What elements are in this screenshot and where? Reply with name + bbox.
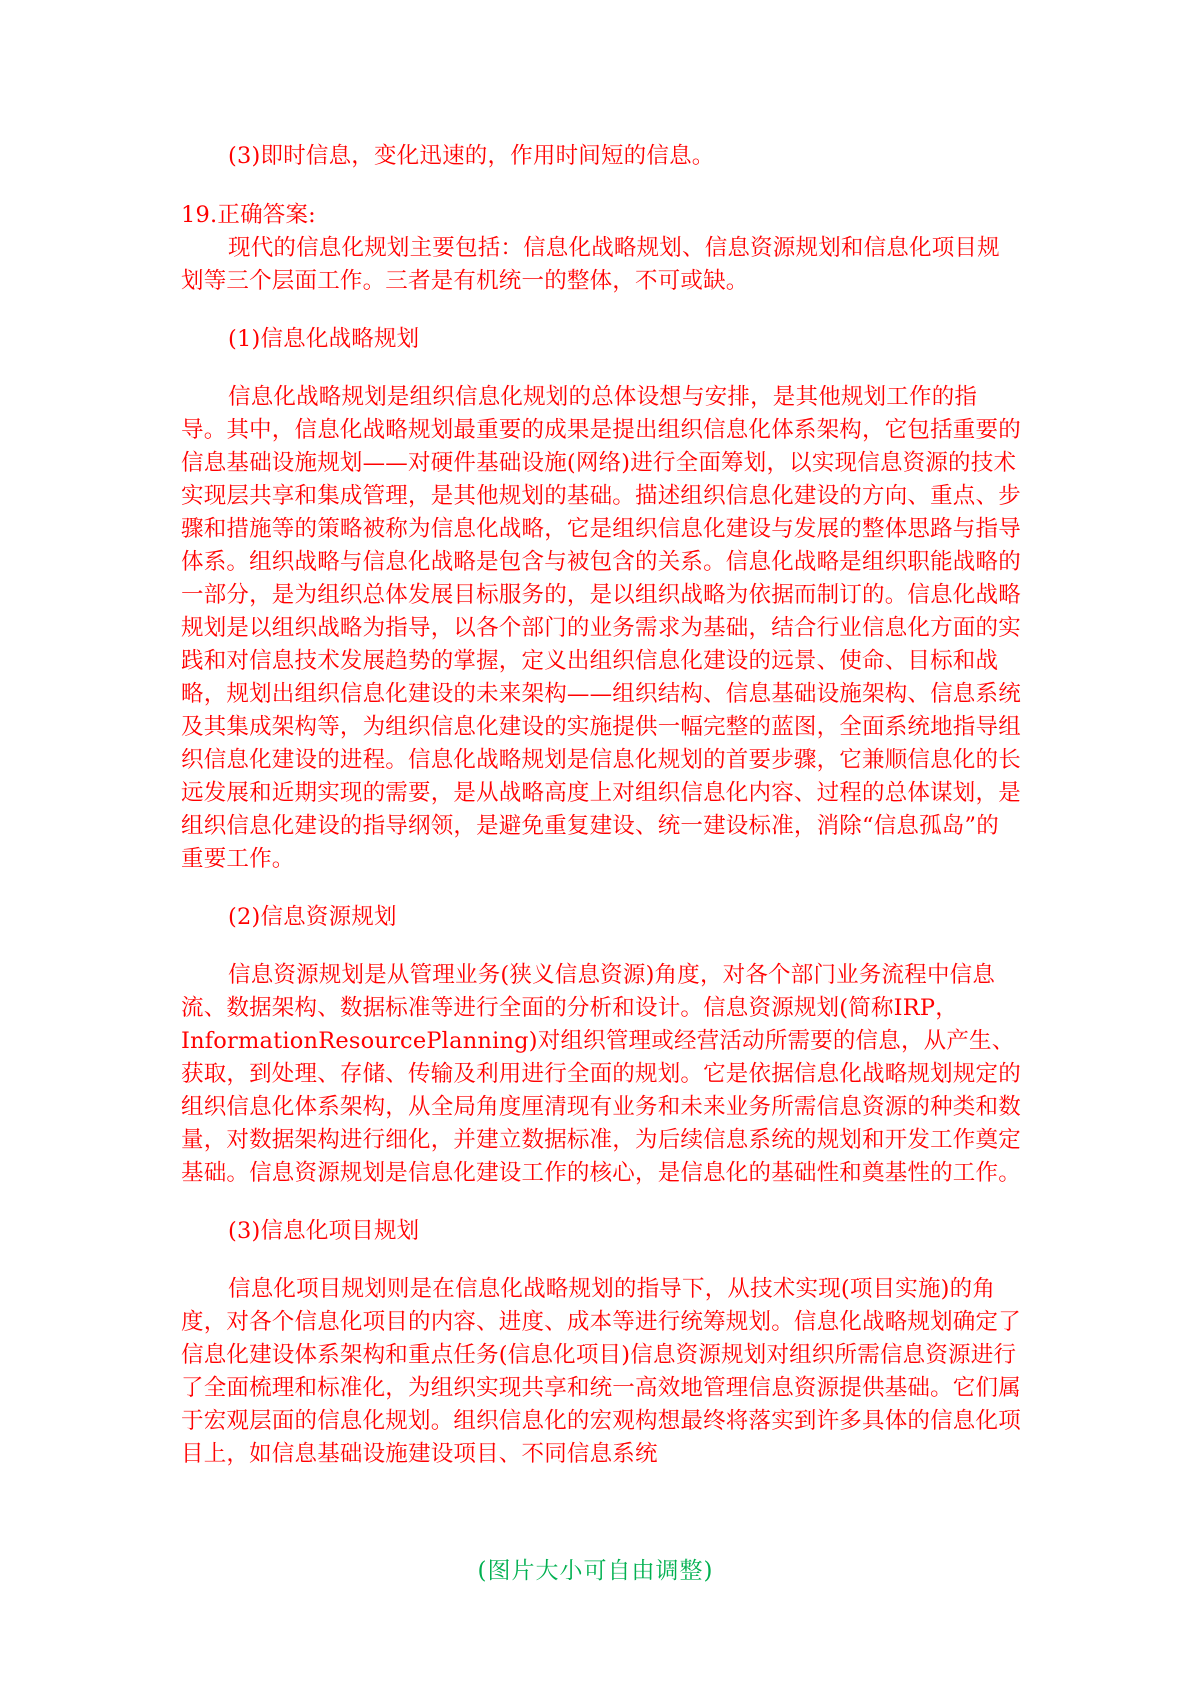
section-1-title: (1)信息化战略规划 <box>228 326 420 352</box>
section-2-body: 信息资源规划是从管理业务(狭义信息资源)角度，对各个部门业务流程中信息流、数据架构、数据标准等进行全面的分析和设计。信息资源规划(简称IRP，InformationResourcePlanning)对组织管理或经营活动所需要的信息，从产生、获取，到处理、存储、传输及利用进行全面的规划。它是依据信息化战略规划规定的组织信息化体系架构，从全局角度厘清现有业务和未来业务所需信息资源的种类和数量，对数据架构进行细化，并建立数据标准，为后续信息系统的规划和开发工作奠定基础。信息资源规划是信息化建设工作的核心，是信息化的基础性和奠基性的工作。 <box>181 962 1021 1186</box>
intro-paragraph: 现代的信息化规划主要包括：信息化战略规划、信息资源规划和信息化项目规划等三个层面工作。三者是有机统一的整体，不可或缺。 <box>181 235 1000 294</box>
footer-note: (图片大小可自由调整) <box>477 1558 714 1584</box>
document-content <box>181 140 1021 1471</box>
list-item-3: (3)即时信息，变化迅速的，作用时间短的信息。 <box>228 143 715 169</box>
section-2-title: (2)信息资源规划 <box>228 904 397 930</box>
section-3-body: 信息化项目规划则是在信息化战略规划的指导下，从技术实现(项目实施)的角度，对各个信息化项目的内容、进度、成本等进行统筹规划。信息化战略规划确定了信息化建设体系架构和重点任务(信息化项目)信息资源规划对组织所需信息资源进行了全面梳理和标准化，为组织实现共享和统一高效地管理信息资源提供基础。它们属于宏观层面的信息化规划。组织信息化的宏观构想最终将落实到许多具体的信息化项目上，如信息基础设施建设项目、不同信息系统 <box>181 1276 1021 1467</box>
answer-heading: 19.正确答案: <box>181 202 316 228</box>
section-3-title: (3)信息化项目规划 <box>228 1218 420 1244</box>
section-1-body: 信息化战略规划是组织信息化规划的总体设想与安排，是其他规划工作的指导。其中，信息化战略规划最重要的成果是提出组织信息化体系架构，它包括重要的信息基础设施规划——对硬件基础设施(网络)进行全面筹划，以实现信息资源的技术实现层共享和集成管理，是其他规划的基础。描述组织信息化建设的方向、重点、步骤和措施等的策略被称为信息化战略，它是组织信息化建设与发展的整体思路与指导体系。组织战略与信息化战略是包含与被包含的关系。信息化战略是组织职能战略的一部分，是为组织总体发展目标服务的，是以组织战略为依据而制订的。信息化战略规划是以组织战略为指导，以各个部门的业务需求为基础，结合行业信息化方面的实践和对信息技术发展趋势的掌握，定义出组织信息化建设的远景、使命、目标和战略，规划出组织信息化建设的未来架构——组织结构、信息基础设施架构、信息系统及其集成架构等，为组织信息化建设的实施提供一幅完整的蓝图，全面系统地指导组织信息化建设的进程。信息化战略规划是信息化规划的首要步骤，它兼顺信息化的长远发展和近期实现的需要，是从战略高度上对组织信息化内容、过程的总体谋划，是组织信息化建设的指导纲领，是避免重复建设、统一建设标准，消除“信息孤岛”的重要工作。 <box>181 384 1021 872</box>
